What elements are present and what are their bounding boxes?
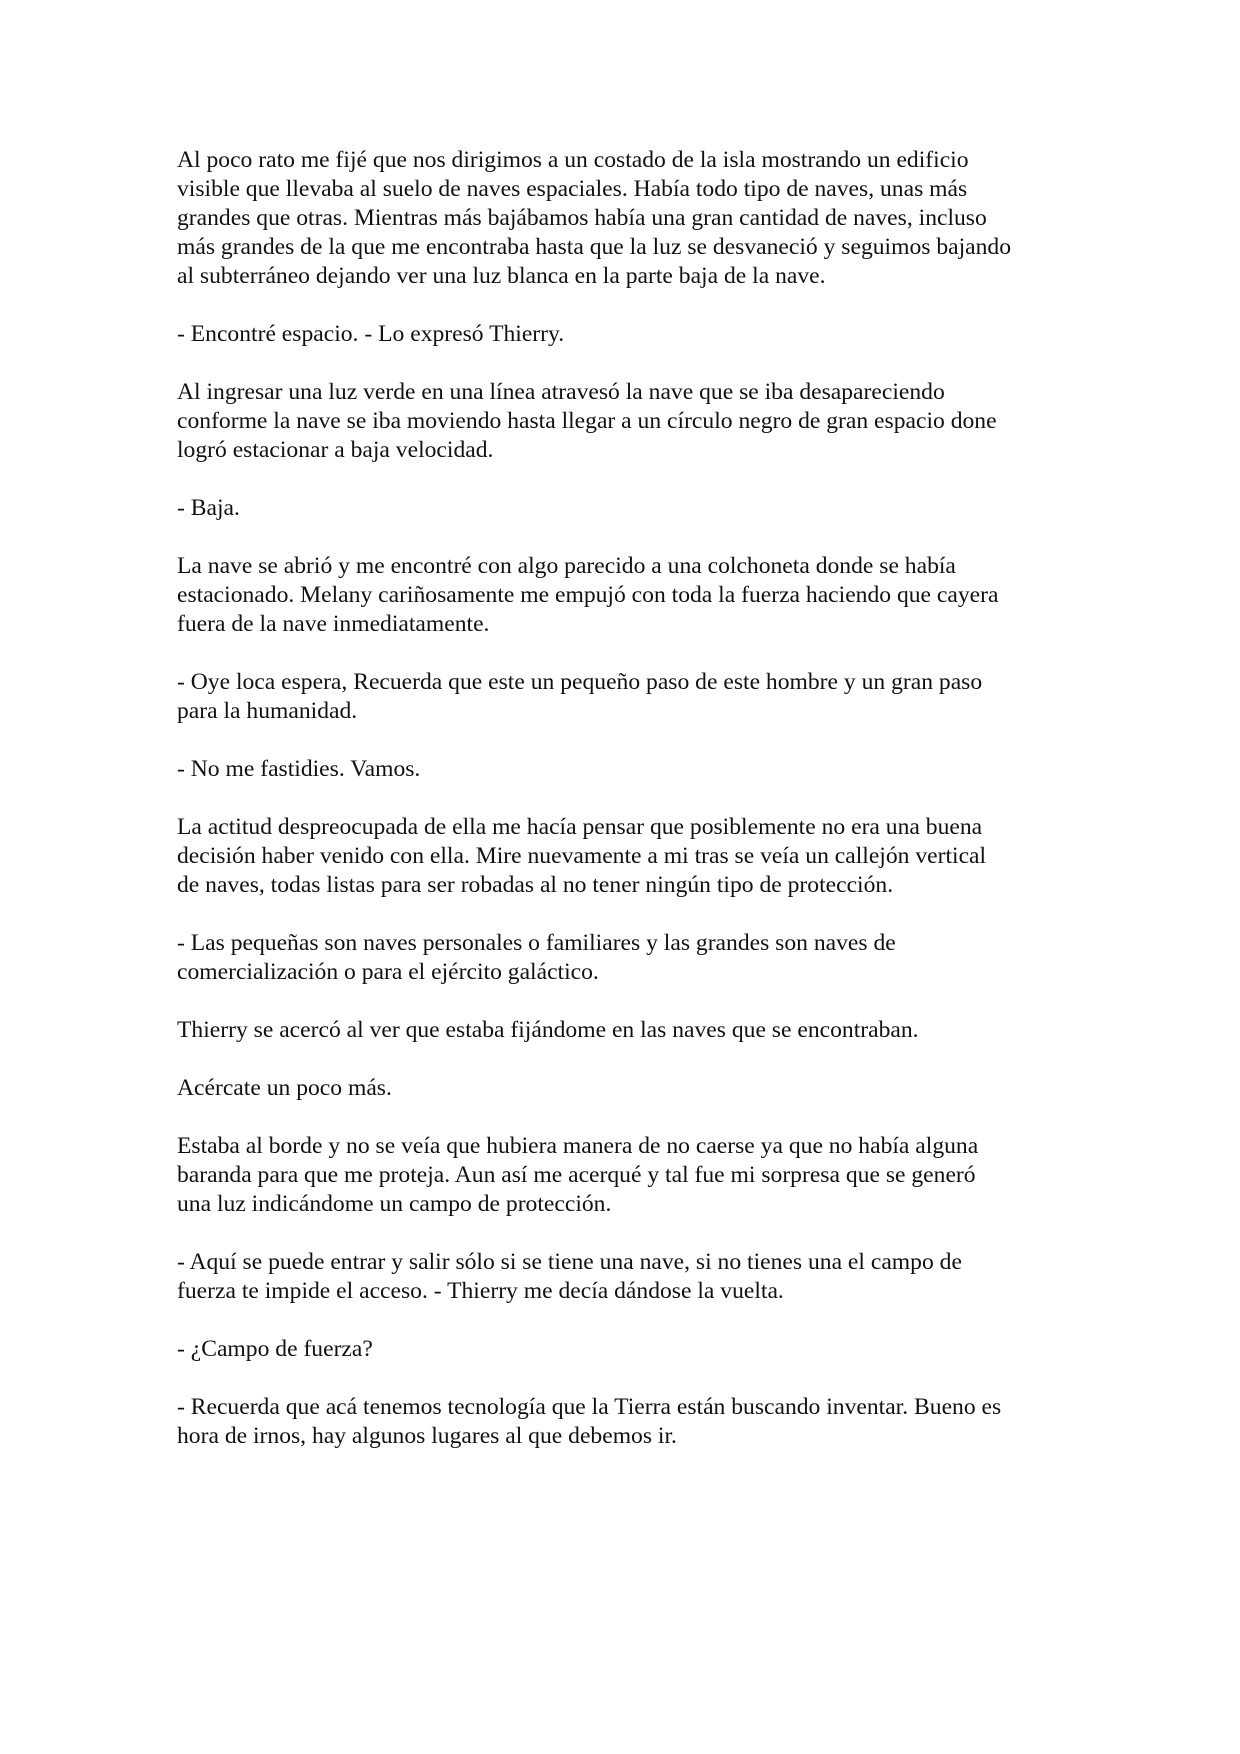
paragraph: Acércate un poco más.: [177, 1075, 392, 1101]
paragraph: La actitud despreocupada de ella me hacía pensar que posiblemente no era una buena decisión haber venido con ella. Mire nuevamente a mi tras se veía un callejón vertical de naves, todas listas para ser robadas al no tener ningún tipo de protección.: [177, 814, 987, 898]
paragraph: Al ingresar una luz verde en una línea atravesó la nave que se iba desapareciendo conforme la nave se iba moviendo hasta llegar a un círculo negro de gran espacio done logró estacionar a baja velocidad.: [177, 379, 997, 463]
dialogue-line: - Oye loca espera, Recuerda que este un pequeño paso de este hombre y un gran paso para la humanidad.: [177, 669, 983, 724]
dialogue-line: - Encontré espacio. - Lo expresó Thierry.: [177, 321, 565, 347]
paragraph: Estaba al borde y no se veía que hubiera manera de no caerse ya que no había alguna baranda para que me proteja. Aun así me acerqué y tal fue mi sorpresa que se generó una luz indicándome un campo de protección.: [177, 1133, 979, 1217]
document-body: [177, 146, 1077, 1480]
dialogue-line: - Recuerda que acá tenemos tecnología que la Tierra están buscando inventar. Bueno es hora de irnos, hay algunos lugares al que debemos ir.: [177, 1394, 1002, 1449]
dialogue-line: - Las pequeñas son naves personales o familiares y las grandes son naves de comercialización o para el ejército galáctico.: [177, 930, 896, 985]
dialogue-line: - No me fastidies. Vamos.: [177, 756, 421, 782]
paragraph: Thierry se acercó al ver que estaba fijándome en las naves que se encontraban.: [177, 1017, 919, 1043]
paragraph: La nave se abrió y me encontré con algo parecido a una colchoneta donde se había estacionado. Melany cariñosamente me empujó con toda la fuerza haciendo que cayera fuera de la nave inmediatamente.: [177, 553, 999, 637]
dialogue-line: - Baja.: [177, 495, 240, 521]
paragraph: Al poco rato me fijé que nos dirigimos a un costado de la isla mostrando un edificio visible que llevaba al suelo de naves espaciales. Había todo tipo de naves, unas más grandes que otras. Mientras más bajábamos había una gran cantidad de naves, incluso más grandes de la que me encontraba hasta que la luz se desvaneció y seguimos bajando al subterráneo dejando ver una luz blanca en la parte baja de la nave.: [177, 147, 1012, 289]
dialogue-line: - ¿Campo de fuerza?: [177, 1336, 373, 1362]
dialogue-line: - Aquí se puede entrar y salir sólo si se tiene una nave, si no tienes una el campo de fuerza te impide el acceso. - Thierry me decía dándose la vuelta.: [177, 1249, 962, 1304]
